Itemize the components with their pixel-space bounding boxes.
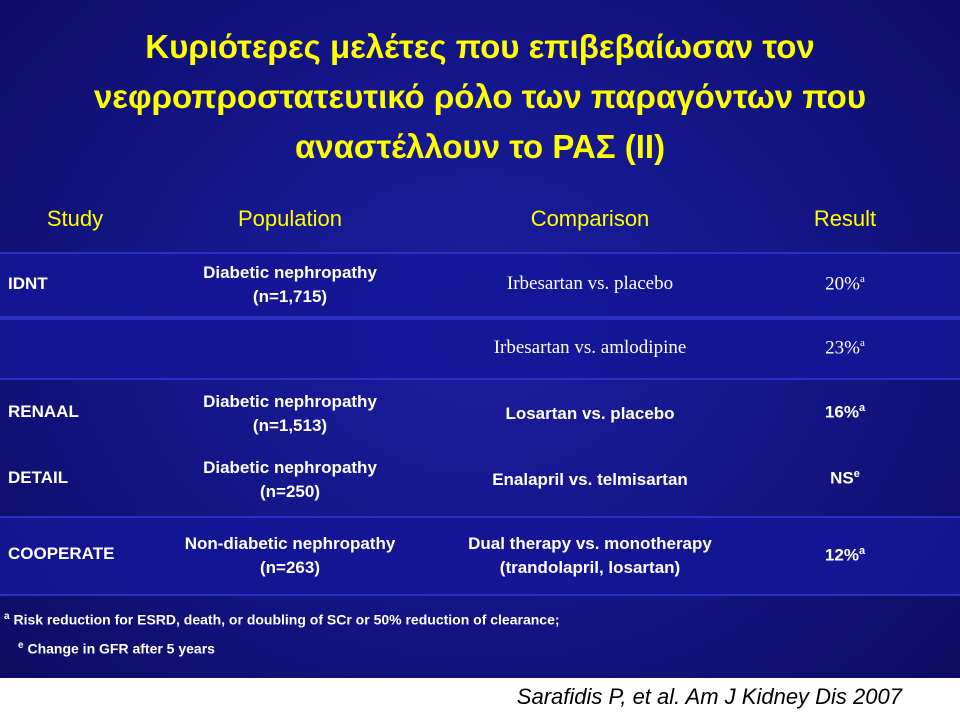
study-name: RENAAL [8,402,79,421]
result-footnote-mark: a [858,402,866,414]
population-n: (n=263) [260,558,320,577]
title-line-1: Κυριότερες μελέτες που επιβεβαίωσαν τον [145,28,815,65]
comparison-label: Dual therapy vs. monotherapy [468,534,712,553]
result-footnote-mark: a [858,545,866,557]
comparison-cell: Irbesartan vs. amlodipine [493,337,687,358]
study-name: COOPERATE [8,544,115,563]
result-value: 20% [825,273,860,295]
population-n: (n=1,715) [252,287,328,306]
population-label: Diabetic nephropathy [203,392,377,411]
header-comparison: Comparison [530,206,650,231]
result-cell [790,468,900,489]
result-cell [790,402,900,423]
footnote-e-text: Change in GFR after 5 years [23,640,215,657]
population-n: (n=1,513) [252,416,328,435]
result-value: 12% [824,545,859,565]
result-value: 23% [825,337,860,359]
header-result: Result [813,206,877,231]
result-cell [790,545,900,566]
population-n: (n=250) [260,482,320,501]
comparison-cell: Losartan vs. placebo [505,404,675,423]
footnote-a-text: Risk reduction for ESRD, death, or doubling of SCr or 50% reduction of clearance; [9,611,560,628]
footnotes [4,604,560,661]
result-cell [790,337,900,359]
population-cell [160,532,420,580]
population-cell [170,390,410,438]
header-population: Population [238,206,342,231]
comparison-detail: (trandolapril, losartan) [499,558,681,577]
footnote-e [4,633,560,662]
result-footnote-mark: e [853,468,860,480]
title-line-3: αναστέλλουν το ΡΑΣ (ΙΙ) [294,128,666,165]
result-footnote-mark: a [859,337,865,349]
comparison-cell: Irbesartan vs. placebo [506,273,674,294]
population-label: Diabetic nephropathy [203,458,377,477]
footnote-a-mark: a [4,611,10,622]
header-study: Study [46,206,104,231]
population-label: Diabetic nephropathy [203,263,377,282]
slide-title [20,22,940,172]
population-cell [170,261,410,309]
comparison-cell: Enalapril vs. telmisartan [492,470,688,489]
study-name: IDNT [8,274,48,293]
footnote-a [4,604,560,633]
citation: Sarafidis P, et al. Am J Kidney Dis 2007 [516,684,902,709]
footnote-e-mark: e [18,639,24,651]
study-name: DETAIL [8,468,69,487]
result-value: NS [830,468,854,488]
result-cell [790,273,900,295]
population-label: Non-diabetic nephropathy [184,534,396,553]
comparison-cell [430,532,750,580]
result-footnote-mark: a [859,273,865,285]
title-line-2: νεφροπροστατευτικό ρόλο των παραγόντων που [93,78,867,115]
result-value: 16% [824,402,859,422]
population-cell [170,456,410,504]
